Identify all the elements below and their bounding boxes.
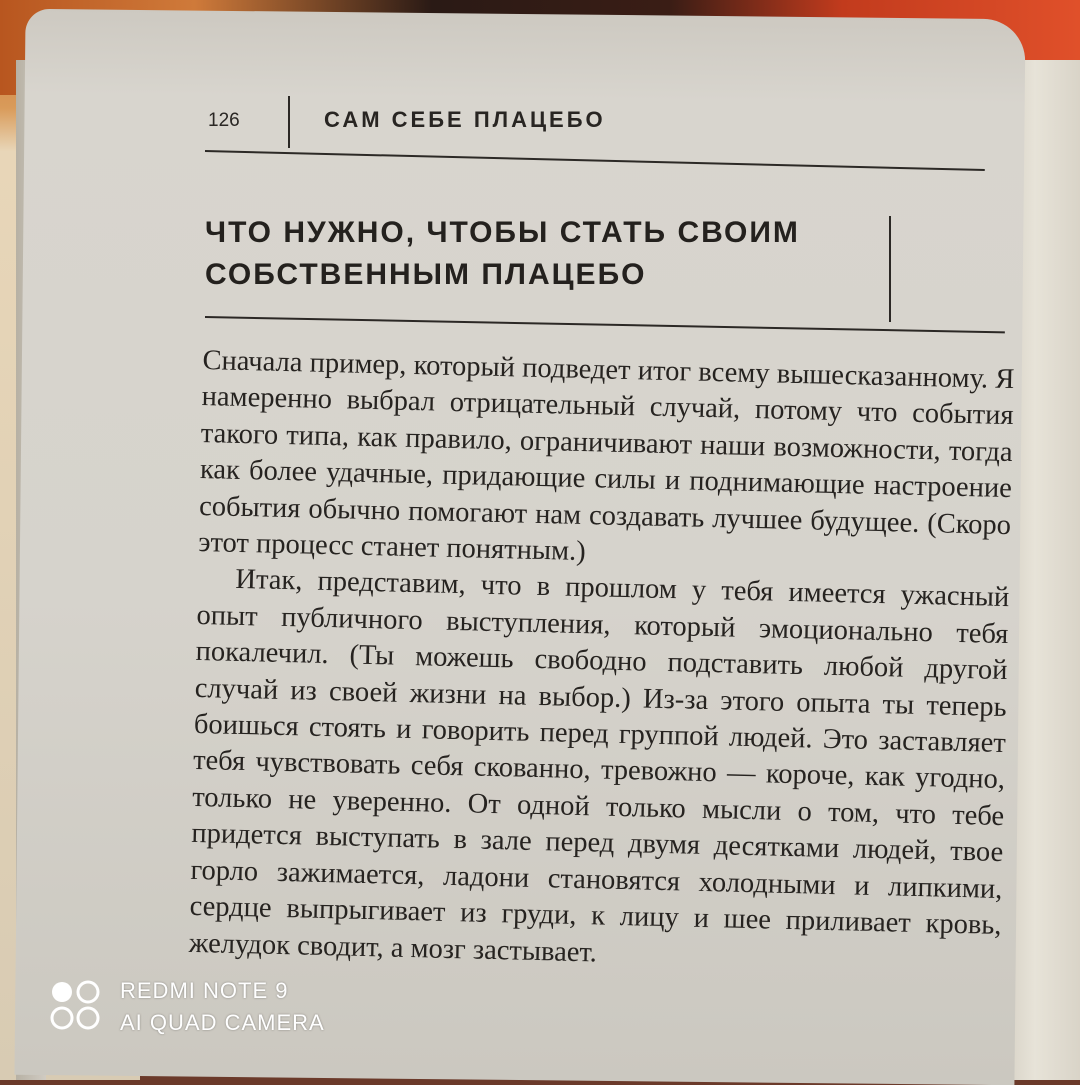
paragraph-1: Сначала пример, который подведет итог всему вышесказанному. Я намеренно выбрал отрицательный случай, потому что события такого типа, как правило, ограничивают наши возможности, тогда как более удачные, придающие силы и поднимающие настроение события обычно помогают нам создавать лучшее будущее. (Скоро этот процесс станет понятным.) xyxy=(197,344,1015,568)
body-text xyxy=(188,343,1014,981)
paragraph-2: Итак, представим, что в прошлом у тебя имеется ужасный опыт публичного выступления, который эмоционально тебя покалечил. (Ты можешь свободно подставить любой другой случай из своей жизни на выбор.) Из-за этого опыта ты теперь боишься стоять и говорить перед группой людей. Это заставляет тебя чувствовать себя скованно, тревожно — короче, как угодно, только не уверенно. От одной только мысли о том, что тебе придется выступать в зале перед двумя десятками людей, твое горло зажимается, ладони становятся холодными и липкими, сердце выпрыгивает из груди, к лицу и шее приливает кровь, желудок сводит, а мозг застывает. xyxy=(188,564,1010,968)
dual-circle-logo-icon xyxy=(48,978,104,1034)
watermark-device: REDMI NOTE 9 xyxy=(120,978,289,1003)
book-title: САМ СЕБЕ ПЛАЦЕБО xyxy=(324,107,606,132)
section-box-divider xyxy=(889,216,891,322)
running-head xyxy=(208,92,988,148)
watermark-camera: AI QUAD CAMERA xyxy=(120,1010,325,1035)
page-number: 126 xyxy=(208,110,240,131)
running-head-divider xyxy=(288,96,290,148)
section-title: ЧТО НУЖНО, ЧТОБЫ СТАТЬ СВОИМ СОБСТВЕННЫМ ПЛАЦЕБО xyxy=(205,216,800,291)
section-box-rule xyxy=(205,316,1005,333)
section-heading-box xyxy=(205,212,1005,332)
